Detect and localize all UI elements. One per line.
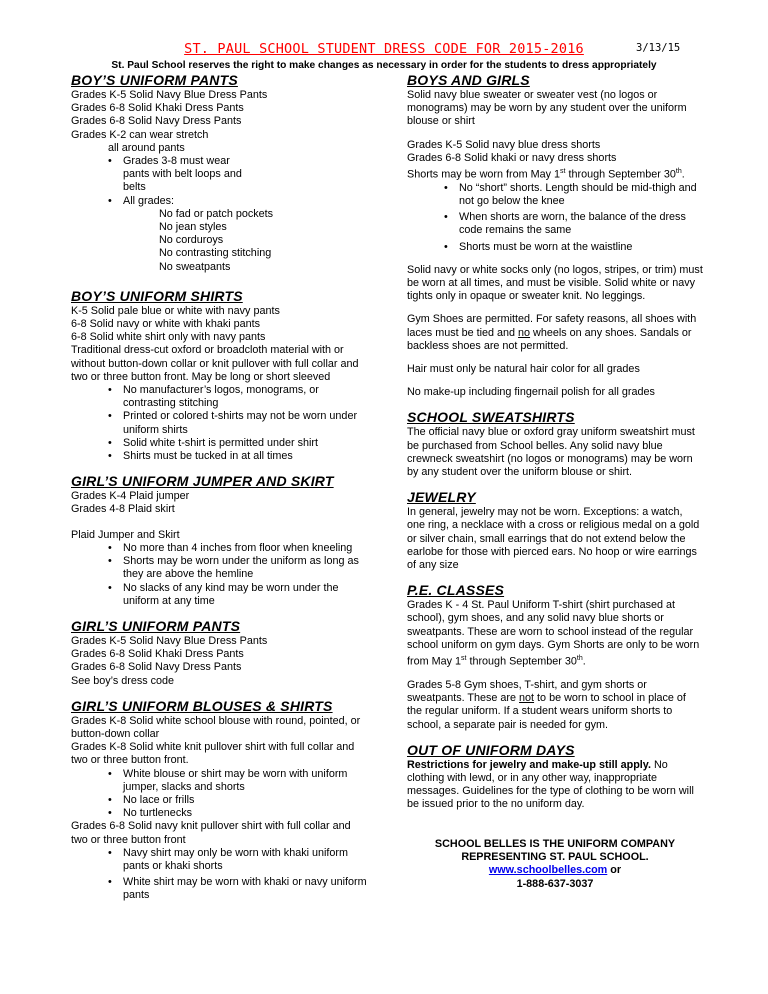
list-item: • Grades 3-8 must wear pants with belt loops and belts (71, 155, 367, 195)
text-paragraph: Grades K-8 Solid white knit pullover shirt with full collar and two or three button front. (71, 741, 355, 767)
section-heading: JEWELRY (407, 489, 476, 506)
bullet-list (71, 542, 367, 608)
left-column (71, 72, 367, 903)
text-line: Grades K-5 Solid Navy Blue Dress Pants (71, 89, 268, 101)
text-line: Plaid Jumper and Skirt (71, 528, 180, 541)
footer-contact (407, 838, 703, 892)
text-span: Shorts may be worn from May 1 (407, 168, 561, 181)
text-line: 6-8 Solid white shirt only with navy pants (71, 331, 266, 344)
underlined-text: no (518, 326, 531, 339)
text-paragraph: In general, jewelry may not be worn. Exceptions: a watch, one ring, a necklace with a cross or religious medal on a gold or silver chain, small earrings that do not extend below the earlobe for those with pierced ears. No hoop or wire earrings of any size (407, 506, 700, 572)
text-span: No clothing with lewd, or in any other way, inappropriate messages. Guidelines for the type of clothing to be worn will be issued prior to the no uniform day. (407, 758, 694, 811)
bullet-list (407, 182, 703, 254)
list-item: • White blouse or shirt may be worn with uniform jumper, slacks and shorts (71, 768, 367, 794)
text-span: Grades 5-8 Gym shoes, T-shirt, and gym shorts or sweatpants. These are (407, 678, 647, 705)
section-heading: BOY’S UNIFORM SHIRTS (71, 287, 243, 304)
bullet-list (71, 847, 367, 903)
boys-and-girls-section (407, 72, 703, 399)
girls-pants-section (71, 618, 367, 688)
bullet-list (71, 384, 367, 463)
text-paragraph (407, 679, 703, 732)
text-paragraph (407, 759, 703, 812)
text-line: Grades 6-8 Solid Khaki Dress Pants (71, 648, 244, 661)
text-line: See boy’s dress code (71, 674, 175, 687)
pe-classes-section (407, 582, 703, 731)
footer-line (407, 864, 703, 877)
section-heading: BOY’S UNIFORM PANTS (71, 72, 238, 88)
text-span: through September 30 (565, 168, 676, 181)
girls-blouses-section (71, 698, 367, 903)
text-line: Grades 6-8 Solid Navy Dress Pants (71, 115, 242, 128)
boys-shirts-section (71, 288, 367, 463)
text-paragraph: Solid navy or white socks only (no logos, stripes, or trim) must be worn at all times, and must be visible. Solid white or navy tights only in opaque or sweater knit. No leggings. (407, 263, 703, 303)
section-heading: OUT OF UNIFORM DAYS (407, 741, 575, 758)
superscript: th (675, 168, 682, 176)
text-line: 6-8 Solid navy or white with khaki pants (71, 318, 261, 331)
document-date: 3/13/15 (636, 42, 681, 54)
document-title: ST. PAUL SCHOOL STUDENT DRESS CODE FOR 2015-2016 (184, 41, 584, 57)
phone-number: 1-888-637-3037 (516, 877, 594, 890)
text-paragraph: The official navy blue or oxford gray uniform sweatshirt must be purchased from School belles. Any solid navy blue crewneck sweatshirt (no logos or monograms) may be worn by any student over the uniform blouse or shirt. (407, 426, 695, 479)
list-item: • Shirts must be tucked in at all times (71, 450, 367, 463)
text-paragraph: Grades 6-8 Solid navy knit pullover shirt with full collar and two or three button front (71, 820, 351, 846)
bullet-list (71, 768, 367, 821)
section-heading: SCHOOL SWEATSHIRTS (407, 409, 575, 426)
list-item: • Shorts may be worn under the uniform as long as they are above the hemline (71, 555, 367, 581)
text-line: Grades 6-8 Solid Khaki Dress Pants (71, 102, 244, 115)
list-item: • No slacks of any kind may be worn under the uniform at any time (71, 582, 367, 608)
footer-line: REPRESENTING ST. PAUL SCHOOL. (461, 850, 649, 863)
list-item: • No more than 4 inches from floor when kneeling (71, 542, 367, 555)
text-line: Grades 6-8 Solid khaki or navy dress shorts (407, 151, 617, 164)
website-link[interactable]: www.schoolbelles.com (488, 864, 608, 877)
text-line: Hair must only be natural hair color for all grades (407, 363, 640, 376)
text-line: Grades K-2 can wear stretch (71, 128, 209, 141)
text-line: No make-up including fingernail polish for all grades (407, 386, 655, 399)
text-line: Grades K-5 Solid Navy Blue Dress Pants (71, 634, 268, 647)
text-paragraph: Traditional dress-cut oxford or broadcloth material with or without button-down collar or knit pullover with full collar and two or three button front. May be long or short sleeved (71, 344, 359, 383)
text-paragraph (407, 599, 703, 669)
text-paragraph: Solid navy blue sweater or sweater vest (no logos or monograms) may be worn by any student over the uniform blouse or shirt (407, 89, 687, 128)
text-span: or (607, 864, 622, 877)
document-title-row (0, 40, 768, 58)
notice-line: St. Paul School reserves the right to make changes as necessary in order for the students to dress appropriately (111, 60, 657, 71)
text-span: Grades K - 4 St. Paul Uniform T-shirt (shirt purchased at school), gym shoes, and any solid navy blue shorts or sweatpants. These are worn to school instead of the regular school uniform on gym days. Gym Shorts are only to be worn from May 1 (407, 599, 700, 668)
list-item: • No “short” shorts. Length should be mid-thigh and not go below the knee (407, 182, 703, 208)
superscript: st (461, 655, 467, 663)
list-item: • Printed or colored t-shirts may not be worn under uniform shirts (71, 410, 367, 436)
section-heading: GIRL’S UNIFORM BLOUSES & SHIRTS (71, 697, 333, 714)
section-heading: P.E. CLASSES (407, 582, 505, 599)
list-item: • No turtlenecks (71, 807, 367, 820)
text-span: Gym Shoes are permitted. For safety reasons, all shoes with laces must be tied and (407, 313, 697, 339)
text-paragraph: Grades K-8 Solid white school blouse with round, pointed, or button-down collar (71, 714, 361, 740)
text-line: Grades 6-8 Solid Navy Dress Pants (71, 661, 242, 674)
text-line: No jean styles (159, 221, 227, 234)
list-item: • No lace or frills (71, 794, 367, 807)
boys-pants-section (71, 72, 367, 274)
text-line: No corduroys (159, 234, 224, 247)
text-span: . (681, 168, 685, 181)
text-line: Grades K-4 Plaid jumper (71, 490, 190, 503)
text-line: K-5 Solid pale blue or white with navy pants (71, 304, 280, 317)
list-item: • Navy shirt may only be worn with khaki uniform pants or khaki shorts (71, 847, 367, 873)
superscript: st (560, 168, 566, 176)
text-line: Grades 4-8 Plaid skirt (71, 503, 175, 516)
right-column (407, 72, 703, 891)
text-line: Grades K-5 Solid navy blue dress shorts (407, 138, 601, 151)
list-item: • Solid white t-shirt is permitted under shirt (71, 437, 367, 450)
out-of-uniform-section (407, 742, 703, 812)
text-line: all around pants (108, 141, 185, 154)
list-item: • When shorts are worn, the balance of the dress code remains the same (407, 211, 703, 237)
list-item: • Shorts must be worn at the waistline (407, 241, 703, 254)
bullet-list (71, 155, 367, 208)
section-heading: GIRL’S UNIFORM PANTS (71, 617, 241, 634)
text-span: through September 30 (466, 655, 577, 668)
jewelry-section (407, 489, 703, 572)
text-line (407, 165, 703, 182)
text-paragraph (407, 313, 703, 353)
superscript: th (576, 655, 583, 663)
sweatshirts-section (407, 409, 703, 479)
footer-line: SCHOOL BELLES IS THE UNIFORM COMPANY (434, 837, 676, 850)
text-span: wheels on any shoes. Sandals or backless shoes are not permitted. (407, 326, 692, 352)
section-heading: GIRL’S UNIFORM JUMPER AND SKIRT (71, 473, 334, 490)
text-span: to be worn to school in place of the regular uniform. If a student wears uniform shorts to school, a separate pair is needed for gym. (407, 692, 686, 731)
girls-jumper-section (71, 473, 367, 608)
section-heading: BOYS AND GIRLS (407, 72, 530, 88)
text-line: No sweatpants (159, 260, 231, 273)
text-span: . (582, 655, 586, 668)
bold-text: Restrictions for jewelry and make-up still apply. (407, 758, 651, 771)
text-line: No fad or patch pockets (159, 207, 274, 220)
list-item: • All grades: (71, 195, 367, 208)
underlined-text: not (519, 692, 535, 705)
list-item: • White shirt may be worn with khaki or navy uniform pants (71, 876, 367, 902)
text-line: No contrasting stitching (159, 247, 272, 260)
list-item: • No manufacturer’s logos, monograms, or contrasting stitching (71, 384, 367, 410)
